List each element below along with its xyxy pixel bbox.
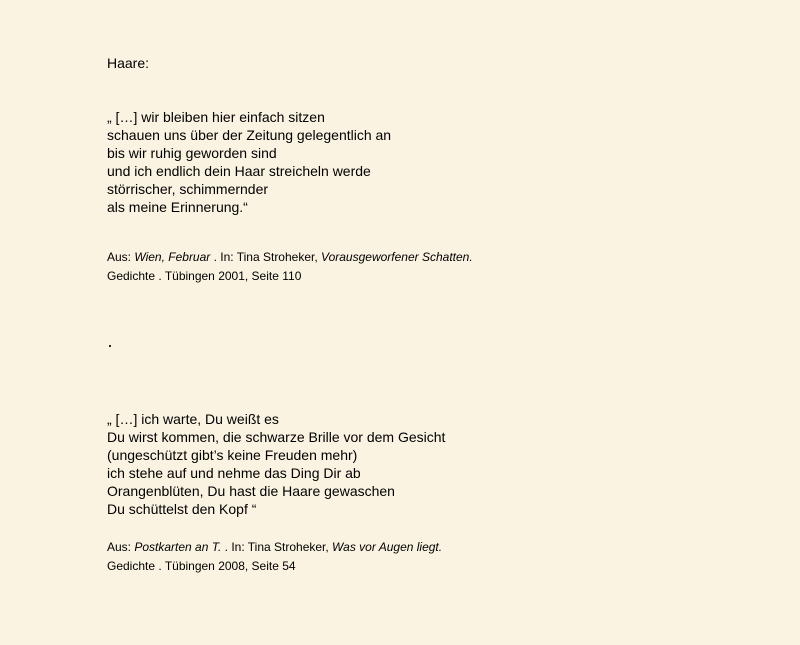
quote-line: „ […] ich warte, Du weißt es (107, 411, 279, 427)
quote-line: Du wirst kommen, die schwarze Brille vor dem Gesicht (107, 429, 446, 445)
poem-title: Postkarten an T. (134, 540, 222, 554)
citation-author: . In: Tina Stroheker, (210, 250, 322, 264)
quote-line: bis wir ruhig geworden sind (107, 145, 277, 161)
quote-line: (ungeschützt gibt’s keine Freuden mehr) (107, 447, 358, 463)
citation-line-2: Gedichte . Tübingen 2001, Seite 110 (107, 269, 302, 283)
quote-line: „ […] wir bleiben hier einfach sitzen (107, 109, 325, 125)
quote-block-1 (107, 108, 391, 216)
citation-line-1 (107, 248, 473, 267)
quote-line: schauen uns über der Zeitung gelegentlich an (107, 127, 392, 143)
source-citation-1 (107, 248, 473, 286)
poem-title: Wien, Februar (134, 250, 211, 264)
source-citation-2 (107, 538, 442, 576)
citation-prefix: Aus: (107, 250, 135, 264)
quote-line: und ich endlich dein Haar streicheln werde (107, 163, 371, 179)
citation-prefix: Aus: (107, 540, 135, 554)
quote-line: ich stehe auf und nehme das Ding Dir ab (107, 465, 361, 481)
book-title: Vorausgeworfener Schatten. (321, 250, 473, 264)
citation-line-2: Gedichte . Tübingen 2008, Seite 54 (107, 559, 296, 573)
quote-line: störrischer, schimmernder (107, 181, 269, 197)
quote-line: Orangenblüten, Du hast die Haare gewaschen (107, 483, 395, 499)
quote-line: Du schüttelst den Kopf “ (107, 501, 257, 517)
section-heading: Haare: (107, 55, 150, 71)
quote-line: als meine Erinnerung.“ (107, 199, 248, 215)
book-title: Was vor Augen liegt. (332, 540, 443, 554)
quote-block-2 (107, 410, 445, 518)
separator-dot: · (107, 335, 113, 355)
citation-line-1 (107, 538, 442, 557)
citation-author: . In: Tina Stroheker, (221, 540, 333, 554)
